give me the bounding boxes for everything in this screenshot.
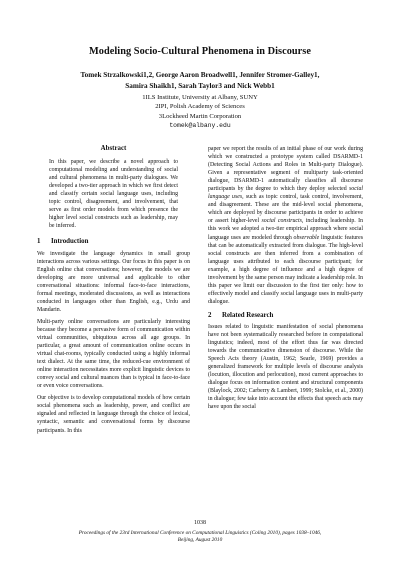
author-list bbox=[30, 70, 370, 92]
intro-paragraph-4 bbox=[208, 145, 363, 306]
footer-line-2: Beijing, August 2010 bbox=[177, 537, 223, 544]
author-line-1: Tomek Strzalkowski1,2, George Aaron Broadwell1, Jennifer Stromer-Galley1, bbox=[80, 71, 320, 79]
contact-email[interactable]: tomek@albany.edu bbox=[169, 121, 231, 129]
intro-p4-part-a: paper we report the results of an initial phase of our work during which we constructed a prototype system called DSARMD-1 (Detecting Social Actions and Roles in Multi-party Dialogue). Given a representative segment of multiparty task-oriented dialogue, DSARMD-1 automatically classifies all discourse participants by the degree to which they deploy selected bbox=[208, 146, 363, 193]
intro-p4-emph-social-language-uses: social language uses bbox=[208, 186, 363, 201]
footer-line-1: Proceedings of the 23rd International Conference on Computational Linguistics (Coling 2010), pages 1038–1046, bbox=[78, 530, 322, 536]
abstract-text: In this paper, we describe a novel approach to computational modeling and understanding of social and cultural phenomena in multi-party dialogues. We developed a two-tier approach in which we first detect and classify certain social language uses, including topic control, disagreement, and involvement, that serve as first order models from which presence the higher level social constructs such as leadership, may be inferred. bbox=[49, 159, 178, 230]
section-2-number: 2 bbox=[208, 311, 212, 319]
section-1-heading bbox=[37, 238, 190, 246]
section-1-title: Introduction bbox=[51, 238, 89, 246]
affiliation-2: 2IPI, Polish Academy of Sciences bbox=[155, 103, 245, 111]
intro-p4-part-c: , such as topic control, task control, involvement, and disagreement. These are the mid-level social phenomena, which are deployed by discourse participants in order to achieve or assert higher-level bbox=[208, 194, 363, 225]
affiliations bbox=[0, 93, 400, 130]
section-1-number: 1 bbox=[37, 238, 41, 246]
intro-p4-emph-social-constructs: social constructs bbox=[261, 218, 302, 225]
right-column bbox=[208, 145, 363, 416]
affiliation-1: 1ILS Institute, University at Albany, SUNY bbox=[142, 94, 258, 101]
intro-p4-part-g: linguistic features that can be automatically extracted from dialogue. The high-level social constructs are then inferred from a combination of language uses attributed to each discourse participant; for example, a high degree of influence and a high degree of involvement by the same person may indicate a leadership role. In this paper we limit our discussion to the first tier only: how to effectively model and classify social language uses in multi-party dialogue. bbox=[208, 234, 363, 305]
page-number: 1038 bbox=[194, 520, 206, 526]
intro-paragraph-1: We investigate the language dynamics in small group interactions across various settings. Our focus in this paper is on English online chat conversations; however, the models we are developing are more universal and applicable to other conversational situations: informal face-to-face interactions, formal meetings, moderated discussions, as well as interactions conducted in languages other than English, e.g., Urdu and Mandarin. bbox=[37, 250, 190, 313]
affiliation-3: 3Lockheed Martin Corporation bbox=[158, 112, 242, 120]
section-2-title: Related Research bbox=[222, 311, 274, 319]
intro-p4-part-e: , including leadership. In this work we adopted a two-tier empirical approach where social language uses are modeled through bbox=[208, 218, 363, 241]
author-line-2: Samira Shaikh1, Sarah Taylor3 and Nick Webb1 bbox=[125, 82, 275, 90]
left-column bbox=[37, 145, 190, 439]
intro-paragraph-3: Our objective is to develop computational models of how certain social phenomena such as leadership, power, and conflict are signaled and reflected in language through the choice of lexical, syntactic, semantic and conversational forms by discourse participants. In this bbox=[37, 395, 190, 434]
proceedings-footer bbox=[0, 530, 400, 545]
paper-title: Modeling Socio-Cultural Phenomena in Discourse bbox=[89, 46, 311, 57]
abstract-heading: Abstract bbox=[100, 145, 127, 152]
related-research-paragraph-1: Issues related to linguistic manifestation of social phenomena have not been systematically researched before in computational linguistics; indeed, most of the effort thus far was directed towards the communicative dimension of discourse. While the Speech Acts theory (Austin, 1962; Searle, 1969) provides a generalized framework for multiple levels of discourse analysis (locution, illocution and perlocution), most current approaches to dialogue focus on information content and structural components (Blaylock, 2002; Carberry & Lambert, 1999; Stolcke, et al., 2000) in dialogue; few take into account the effects that speech acts may have upon the social bbox=[208, 323, 363, 411]
intro-paragraph-2: Multi-party online conversations are particularly interesting because they become a pervasive form of communication within virtual communities, ubiquitous across all age groups. In particular, a great amount of communication online occurs in virtual chat-rooms, typically conducted using a highly informal text dialect. At the same time, the reduced-cue environment of online interaction necessitates more explicit linguistic devices to convey social and cultural nuances than is typical in face-to-face or even voice conversations. bbox=[37, 318, 190, 390]
intro-p4-emph-observable: observable bbox=[293, 234, 320, 241]
section-2-heading bbox=[208, 312, 363, 320]
